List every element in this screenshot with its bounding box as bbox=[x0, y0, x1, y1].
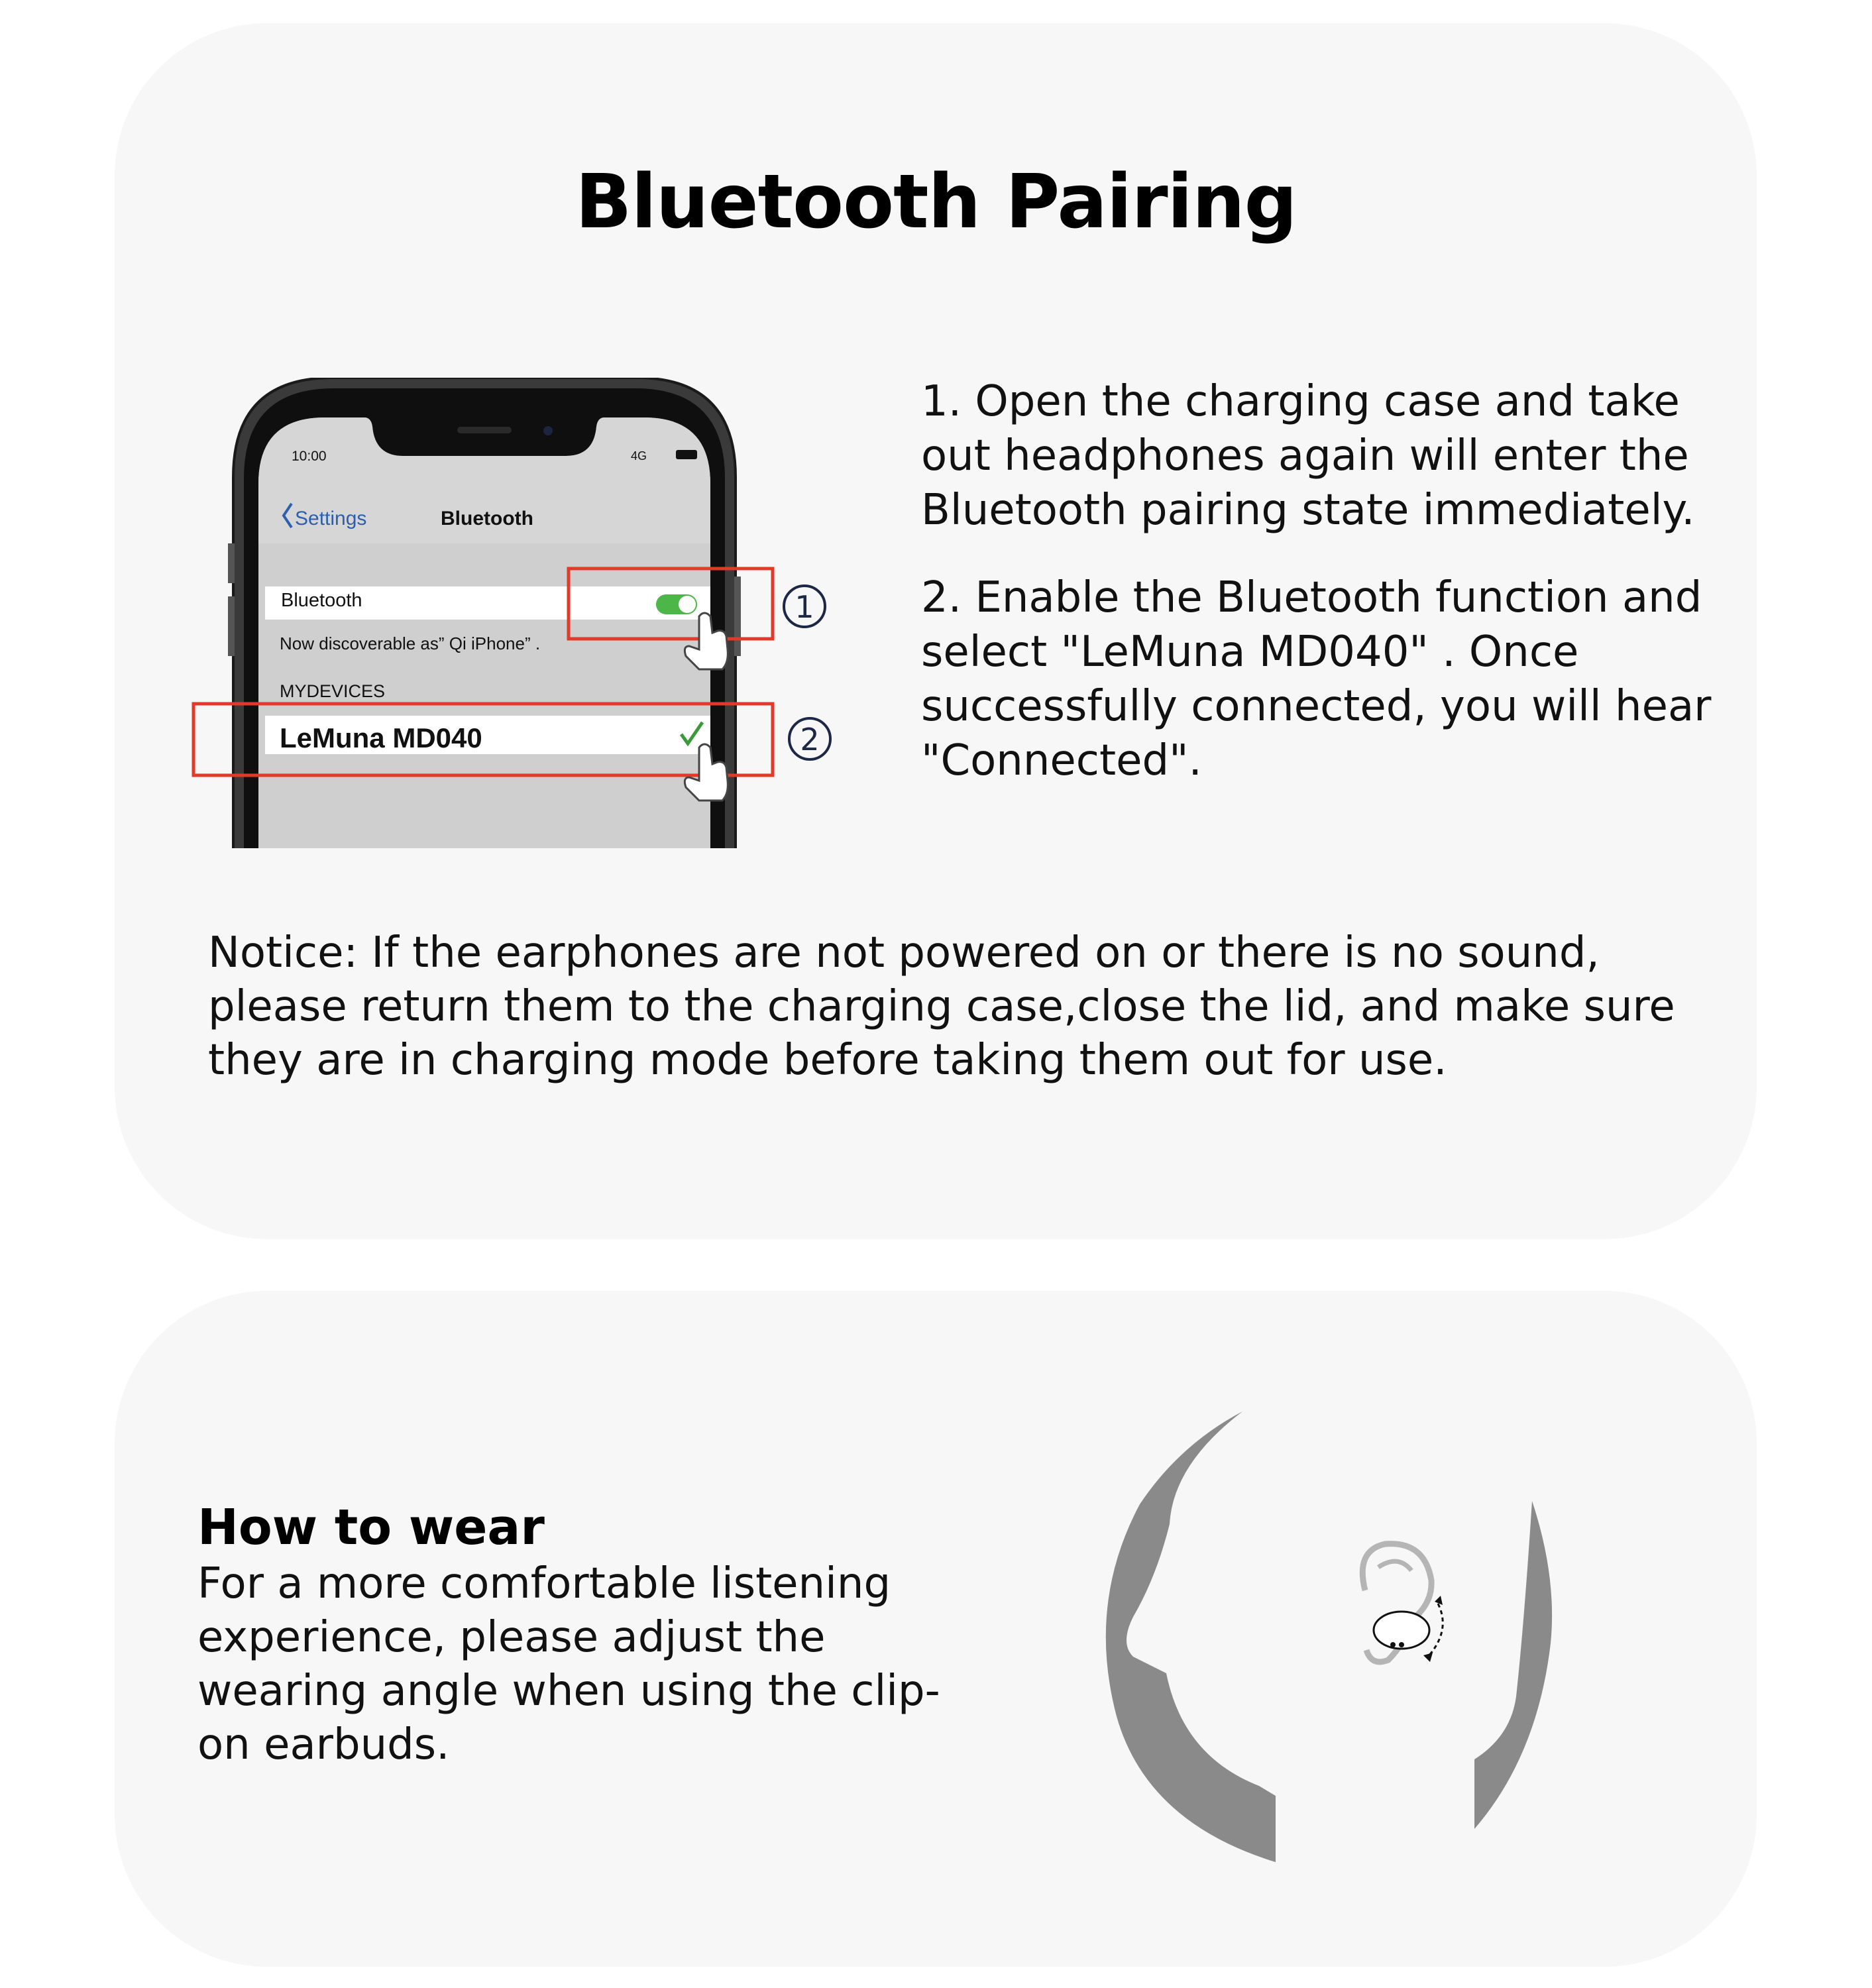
device-highlight-box bbox=[193, 704, 773, 775]
toggle-highlight-box bbox=[569, 569, 773, 639]
head-back-shape bbox=[1474, 1501, 1552, 1829]
notice-text: Notice: If the earphones are not powered on or there is no sound, please return them to the charging case,close the lid, and make sure they are in charging mode before taking them out for use. bbox=[208, 928, 1675, 1085]
step-1-text: 1. Open the charging case and take out headphones again will enter the Bluetooth pairing state immediately. bbox=[921, 377, 1695, 535]
status-time: 10:00 bbox=[292, 449, 327, 464]
my-devices-header: MYDEVICES bbox=[280, 681, 386, 701]
pairing-steps bbox=[921, 374, 1730, 821]
discoverable-text: Now discoverable as” Qi iPhone” . bbox=[280, 634, 541, 653]
section-title-bluetooth-pairing: Bluetooth Pairing bbox=[575, 159, 1297, 245]
bluetooth-row-label: Bluetooth bbox=[281, 590, 362, 611]
wear-description: For a more comfortable listening experience, please adjust the wearing angle when using the clip-on earbuds. bbox=[197, 1559, 940, 1769]
hand-pointer-icon bbox=[685, 613, 728, 669]
nav-title: Bluetooth bbox=[441, 508, 533, 529]
device-name[interactable]: LeMuna MD040 bbox=[280, 722, 482, 753]
status-signal: 4G bbox=[631, 449, 647, 463]
step-2-text: 2. Enable the Bluetooth function and select "LeMuna MD040" . Once successfully connected, you will hear "Connected". bbox=[921, 573, 1712, 785]
head-ear-illustration bbox=[1093, 1405, 1590, 1869]
face-profile-shape bbox=[1106, 1411, 1276, 1862]
back-settings-link[interactable]: Settings bbox=[295, 508, 367, 529]
step-badge-2: 2 bbox=[788, 717, 832, 761]
hand-pointer-icon bbox=[685, 744, 728, 801]
step-badge-1: 1 bbox=[783, 584, 826, 628]
section-title-how-to-wear: How to wear bbox=[197, 1499, 545, 1556]
